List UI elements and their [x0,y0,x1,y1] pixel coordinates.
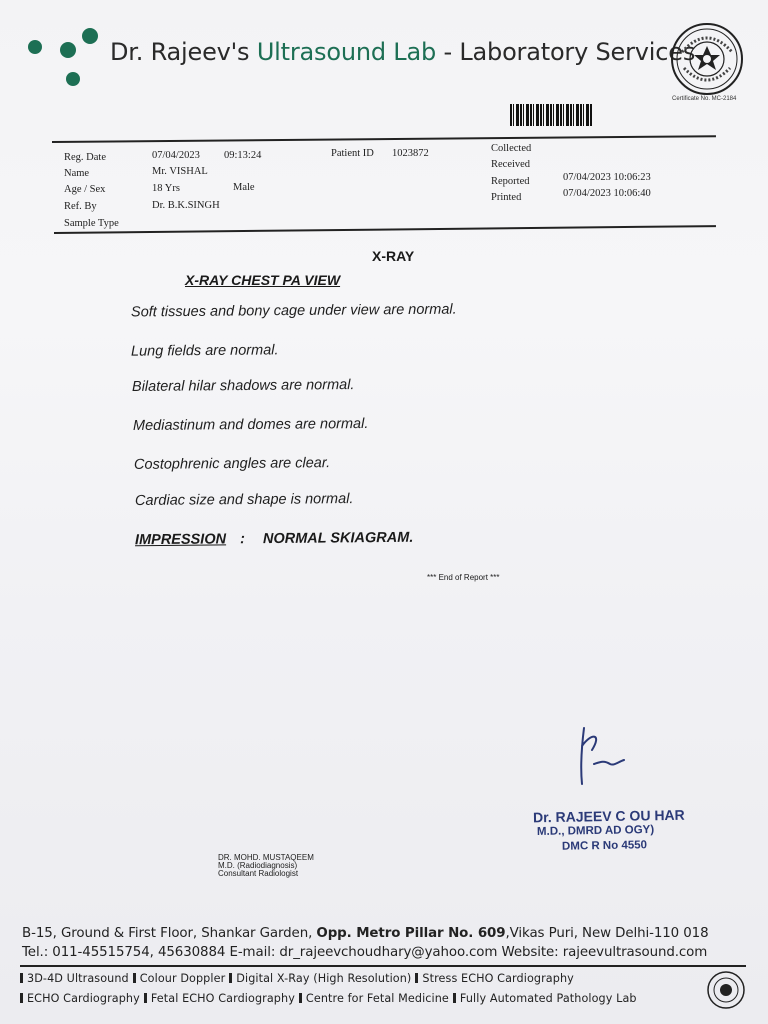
ref-by: Dr. B.K.SINGH [152,200,220,211]
finding-6: Cardiac size and shape is normal. [134,491,354,509]
radiologist-name: DR. MOHD. MUSTAQEEM [218,853,314,862]
printed-datetime: 07/04/2023 10:06:40 [563,188,651,199]
footer-contact: Tel.: 011-45515754, 45630884 E-mail: dr_rajeevchoudhary@yahoo.com Website: rajeevultrasound.com [22,945,708,960]
reg-date: 07/04/2023 [152,150,200,161]
collected-label: Collected [491,143,532,154]
finding-4: Mediastinum and domes are normal. [132,415,369,435]
end-of-report: *** End of Report *** [427,573,500,582]
report-section: X-RAY [372,248,415,264]
impression: IMPRESSION : NORMAL SKIAGRAM. [134,529,414,549]
received-label: Received [491,159,531,170]
services-row-2: ECHO Cardiography Fetal ECHO Cardiography Centre for Fetal Medicine Fully Automated Pathology Lab [20,992,637,1005]
reported-label: Reported [491,176,530,187]
impression-value: NORMAL SKIAGRAM. [262,529,414,548]
certificate-number: Certificate No. MC-2184 [672,96,737,102]
radiologist-title: Consultant Radiologist [218,869,299,878]
finding-2: Lung fields are normal. [130,342,279,360]
age-sex-label: Age / Sex [64,184,106,195]
ref-by-label: Ref. By [64,201,97,212]
finding-3: Bilateral hilar shadows are normal. [131,377,355,395]
reg-time: 09:13:24 [224,150,262,161]
footer-rule [20,965,746,967]
finding-1: Soft tissues and bony cage under view are normal. [130,301,457,321]
printed-label: Printed [491,192,522,203]
lab-title: Dr. Rajeev's Ultrasound Lab - Laboratory Services [110,38,696,66]
services-row-1: 3D-4D Ultrasound Colour Doppler Digital X-Ray (High Resolution) Stress ECHO Cardiography [20,972,574,985]
name-label: Name [64,168,90,179]
reported-datetime: 07/04/2023 10:06:23 [563,172,651,183]
patient-age: 18 Yrs [152,183,180,194]
radiologist-degree: M.D. (Radiodiagnosis) [218,861,298,870]
patient-id-label: Patient ID [331,148,374,159]
signatory-degree: M.D., DMRD AD OGY) [536,823,655,839]
patient-name: Mr. VISHAL [152,166,208,177]
signatory-name: Dr. RAJEEV C OU HAR [532,806,685,826]
signature-icon [574,724,634,788]
header-rule-top [52,135,716,143]
signatory-reg: DMC R No 4550 [561,839,648,853]
reg-date-label: Reg. Date [64,152,106,163]
patient-id: 1023872 [392,148,429,159]
header-rule-bottom [54,225,716,234]
finding-5: Costophrenic angles are clear. [133,455,331,473]
impression-label: IMPRESSION [134,531,227,549]
barcode [510,104,592,126]
report-title: X-RAY CHEST PA VIEW [185,272,341,288]
certification-seal-icon [670,22,744,96]
footer-seal-icon [706,970,746,1010]
footer-address: B-15, Ground & First Floor, Shankar Garden, Opp. Metro Pillar No. 609,Vikas Puri, New Delhi-110 018 [22,926,709,941]
patient-sex: Male [233,182,255,193]
sample-type-label: Sample Type [64,218,119,229]
